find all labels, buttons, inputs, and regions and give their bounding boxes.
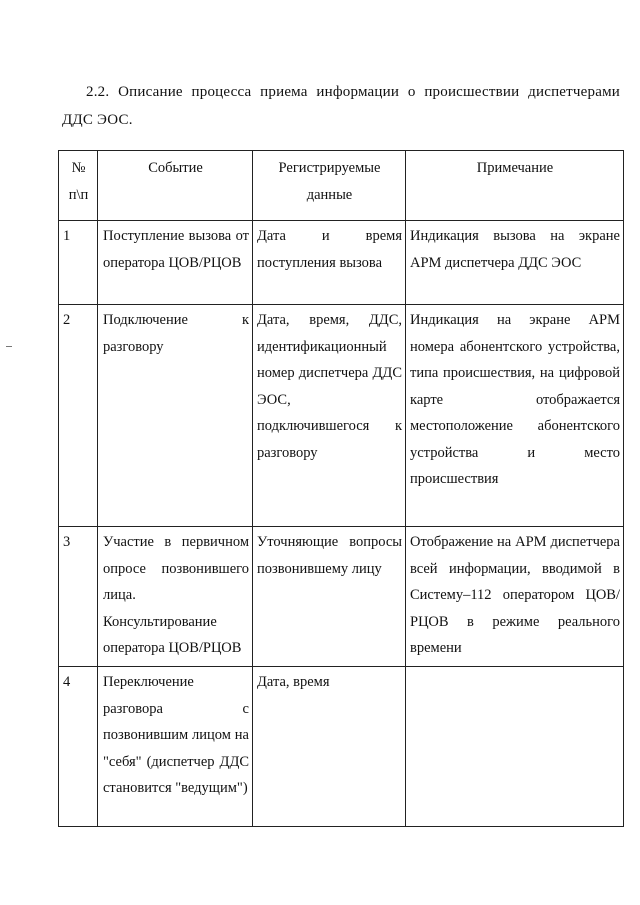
section-heading: 2.2. Описание процесса приема информации о происшествии диспетчерами ДДС ЭОС. (62, 84, 620, 128)
row-registered-data: Уточняющие вопросы позвонившему лицу (253, 527, 406, 667)
row-event: Подключение к разговору (98, 305, 253, 527)
row-note: Индикация на экране АРМ номера абонентского устройства, типа происшествия, на цифровой карте отображается местоположение абонентского устройства и место происшествия (406, 305, 624, 527)
row-note: Индикация вызова на экране АРМ диспетчера ДДС ЭОС (406, 221, 624, 305)
header-registered-data: Регистрируемые данные (253, 151, 406, 221)
table-row (59, 305, 624, 527)
row-note (406, 667, 624, 827)
row-number: 1 (59, 221, 98, 305)
row-number: 4 (59, 667, 98, 827)
row-registered-data: Дата, время (253, 667, 406, 827)
table-row (59, 667, 624, 827)
row-event: Переключение разговора с позвонившим лицом на "себя" (диспетчер ДДС становится "ведущим") (98, 667, 253, 827)
table-row (59, 221, 624, 305)
row-number: 2 (59, 305, 98, 527)
row-registered-data: Дата, время, ДДС, идентификационный номер диспетчера ДДС ЭОС, подключившегося к разговору (253, 305, 406, 527)
row-registered-data: Дата и время поступления вызова (253, 221, 406, 305)
row-event: Участие в первичном опросе позвонившего лица. Консультирование оператора ЦОВ/РЦОВ (98, 527, 253, 667)
table-row (59, 527, 624, 667)
incident-process-table (58, 150, 624, 827)
header-number: № п\п (59, 151, 98, 221)
row-note: Отображение на АРМ диспетчера всей информации, вводимой в Систему–112 оператором ЦОВ/РЦОВ в режиме реального времени (406, 527, 624, 667)
row-number: 3 (59, 527, 98, 667)
margin-mark (6, 346, 12, 347)
header-event: Событие (98, 151, 253, 221)
row-event: Поступление вызова от оператора ЦОВ/РЦОВ (98, 221, 253, 305)
table-header-row (59, 151, 624, 221)
header-note: Примечание (406, 151, 624, 221)
